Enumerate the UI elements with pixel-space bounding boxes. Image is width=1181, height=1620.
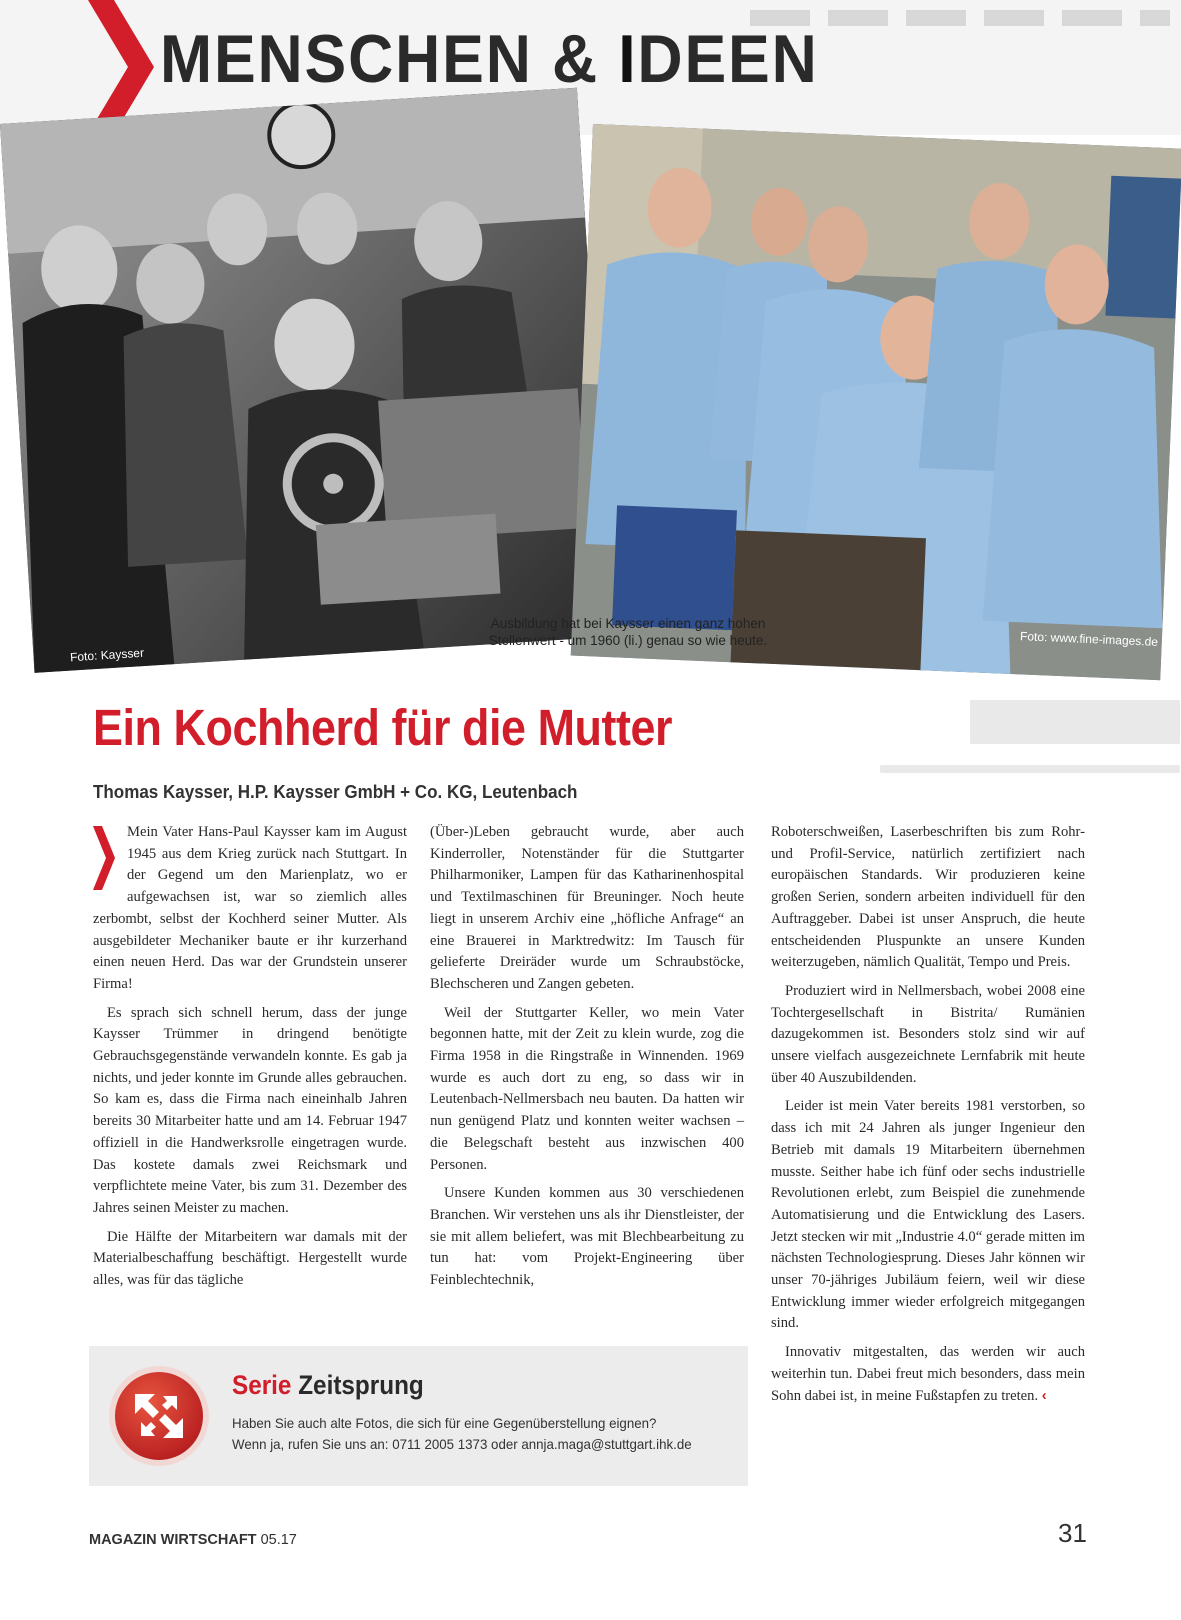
article-column-3 — [771, 822, 1085, 1414]
article-paragraph: Mein Vater Hans-Paul Kaysser kam im August 1945 aus dem Krieg zurück nach Stuttgart. In der Gegend um den Marienplatz, wo er aufgewachsen ist, war so ziemlich alles zerbombt, selbst der Kochherd seiner Mutter. Als ausgebildeter Mechaniker baute er ihr kurzerhand einen neuen Herd. Das war der Grundstein unserer Firma! — [93, 824, 407, 992]
article-paragraph: Weil der Stuttgarter Keller, wo mein Vater begonnen hatte, mit der Zeit zu klein wurde, zog die Firma 1958 in die Ringstraße in Winnenden. 1969 wurde es auch dort zu eng, so dass wir in Leutenbach-Nellmersbach neu bauten. Da hatten wir nun genügend Platz und konnten weiter wachsen – die Belegschaft besteht aus inzwischen 400 Personen. — [430, 1004, 744, 1173]
series-line: Wenn ja, rufen Sie uns an: 0711 2005 1373 oder annja.maga@stuttgart.ihk.de — [232, 1436, 692, 1452]
page-number: 31 — [1058, 1518, 1087, 1548]
article-paragraph: (Über-)Leben gebraucht wurde, aber auch Kinderroller, Notenständer für die Stuttgarter Philharmoniker, Lampen für das Katharinenhospital und Textilmaschinen für Breuninger. Noch heute liegt in unserem Archiv eine „höfliche Anfrage“ an eine Brauerei in Marktredwitz: Im Tausch für gelieferte Dreiräder wurde um Schraubstöcke, Blechscheren und Zangen gebeten. — [430, 824, 744, 992]
series-title: Serie Zeitsprung — [232, 1370, 424, 1400]
section-title: MENSCHEN & IDEEN — [160, 21, 819, 97]
article-paragraph: Es sprach sich schnell herum, dass der junge Kaysser Trümmer in dringend benötigte Gebrauchsgegenstände verwandeln konnte. Es gab ja nichts, und jeder konnte im Grunde alles gebrauchen. So kam es, dass die Firma nach eineinhalb Jahren bereits 30 Mitarbeiter hatte und am 14. Februar 1947 offiziell in die Handwerksrolle eingetragen wurde. Das kostete damals zwei Reichsmark und verpflichtete meine Vater, bis zum 31. Dezember des Jahres seinen Meister zu machen. — [93, 1004, 407, 1216]
apprentices-today-photo — [571, 124, 1181, 680]
bleed-through-text — [970, 700, 1180, 744]
article-paragraph: Unsere Kunden kommen aus 30 verschiedenen Branchen. Wir verstehen uns als ihr Dienstleister, der sie mit allem beliefert, was mit Blechbearbeitung zu tun hat: vom Projekt-Engineering über Feinblechtechnik, — [430, 1185, 744, 1289]
article-paragraph: Innovativ mitgestalten, das werden wir auch weiterhin tun. Dabei freut mich besonders, dass mein Sohn dabei ist, in meine Fußstapfen zu treten. ‹ — [771, 1344, 1085, 1404]
red-chevron-icon — [93, 826, 115, 890]
article-byline: Thomas Kaysser, H.P. Kaysser GmbH + Co. KG, Leutenbach — [93, 781, 578, 802]
photo-credit-right: Foto: www.fine-images.de — [1019, 629, 1159, 649]
article-paragraph: Die Hälfte der Mitarbeitern war damals mit der Materialbeschaffung beschäftigt. Hergestellt wurde alles, was für das tägliche — [93, 1228, 407, 1289]
article-paragraph: Produziert wird in Nellmersbach, wobei 2008 eine Tochtergesellschaft in Bistrita/ Rumänien dazugekommen ist. Besonders stolz sind wir auf unsere vielfach ausgezeichnete Lernfabrik mit heute über 40 Auszubildenden. — [771, 982, 1085, 1086]
article-column-2 — [430, 822, 744, 1299]
footer-magazine: MAGAZIN WIRTSCHAFT 05.17 — [89, 1532, 297, 1548]
photo-credit-left: Foto: Kaysser — [69, 645, 145, 665]
arrows-swap-icon — [107, 1364, 211, 1468]
photo-caption — [478, 615, 778, 649]
end-mark: ‹ — [1041, 1387, 1047, 1404]
caption-line: Stellenwert - um 1960 (li.) genau so wie heute. — [488, 633, 768, 648]
caption-line: Ausbildung hat bei Kaysser einen ganz hohen — [490, 616, 766, 631]
series-text — [232, 1413, 717, 1455]
bleed-through-text — [880, 765, 1180, 773]
series-line: Haben Sie auch alte Fotos, die sich für eine Gegenüberstellung eignen? — [232, 1415, 657, 1431]
article-column-1 — [93, 822, 407, 1299]
article-headline: Ein Kochherd für die Mutter — [93, 699, 673, 756]
article-paragraph: Leider ist mein Vater bereits 1981 verstorben, so dass ich mit 24 Jahren als junger Ingenieur den Betrieb mit damals 19 Mitarbeitern übernehmen musste. Seither habe ich fünf oder sechs industrielle Revolutionen erlebt, zum Beispiel die zunehmende Automatisierung und die Entwicklung des Lasers. Jetzt stecken wir mit „Industrie 4.0“ gerade mitten im nächsten Technologiesprung. Dieses Jahr können wir unser 70-jähriges Jubiläum feiern, weil wir diese Entwicklung immer wieder erfolgreich mitgegangen sind. — [771, 1098, 1085, 1332]
historic-workshop-photo — [0, 88, 611, 673]
article-paragraph: Roboterschweißen, Laserbeschriften bis zum Rohr- und Profil-Service, natürlich zertifiziert nach europäischen Standards. Wir produzieren keine großen Serien, sondern arbeiten individuell für den Auftraggeber. Dabei ist unser Anspruch, die heute entscheidenden Pluspunkte an unsere Kunden weiterzugeben, nämlich Qualität, Tempo und Preis. — [771, 824, 1085, 971]
